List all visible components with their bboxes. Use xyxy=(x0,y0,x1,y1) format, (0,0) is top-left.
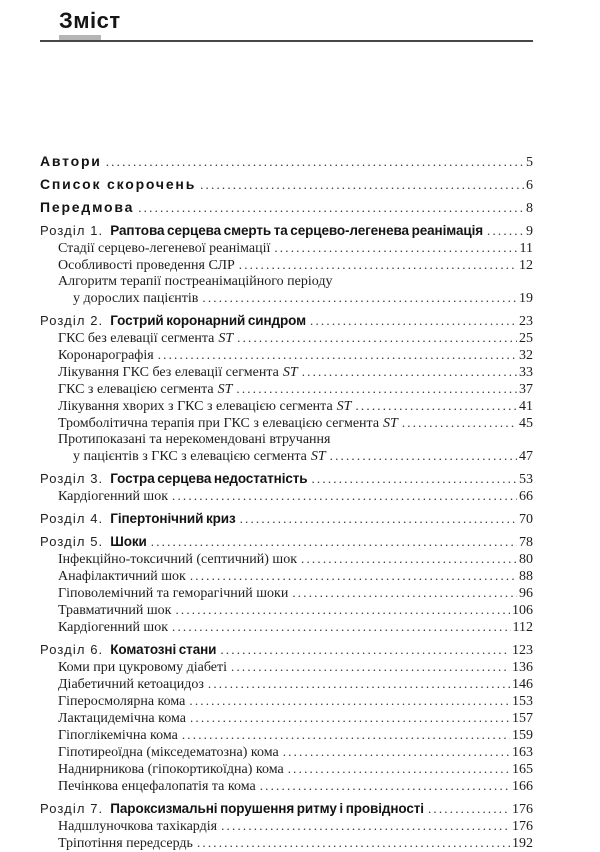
entry-label: Коми при цукровому діабеті xyxy=(58,660,227,675)
dot-leader xyxy=(221,818,510,835)
toc-entry xyxy=(40,744,533,761)
page-number: 159 xyxy=(512,728,533,743)
entry-label: у дорослих пацієнтів xyxy=(73,291,199,306)
chapter-prefix: Розділ 4. xyxy=(40,511,104,526)
dot-leader xyxy=(301,551,517,568)
toc-entry xyxy=(40,568,533,585)
toc-chapter-entry xyxy=(40,222,533,240)
dot-leader xyxy=(274,240,517,257)
toc-entry xyxy=(40,659,533,676)
entry-label: Лікування ГКС без елевації сегмента xyxy=(58,365,279,380)
dot-leader xyxy=(172,619,510,636)
entry-label: Гіпотиреоїдна (мікседематозна) кома xyxy=(58,745,279,760)
dot-leader xyxy=(231,659,510,676)
dot-leader xyxy=(190,710,510,727)
entry-label: Гіповолемічний та геморагічний шоки xyxy=(58,586,289,601)
page-number: 112 xyxy=(512,620,533,635)
entry-label: Автори xyxy=(40,153,102,169)
entry-label: Надшлуночкова тахікардія xyxy=(58,819,218,834)
dot-leader xyxy=(236,381,517,398)
toc-entry xyxy=(40,693,533,710)
toc-entry xyxy=(40,710,533,727)
entry-label: Гостра серцева недостатність xyxy=(110,471,308,486)
page-number: 33 xyxy=(519,365,533,380)
toc-entry xyxy=(40,432,533,448)
dot-leader xyxy=(158,347,517,364)
page-number: 176 xyxy=(512,819,533,834)
page-number: 123 xyxy=(512,643,533,658)
toc-entry xyxy=(40,818,533,835)
toc-entry xyxy=(40,347,533,364)
toc-entry xyxy=(40,290,533,307)
entry-label-italic: ST xyxy=(282,365,298,380)
toc-entry xyxy=(40,176,533,194)
entry-label: Раптова серцева смерть та серцево-легенева реанімація xyxy=(110,223,484,238)
entry-label: Анафілактичний шок xyxy=(58,569,186,584)
page-number: 12 xyxy=(519,258,533,273)
page-number: 96 xyxy=(519,586,533,601)
toc-entry xyxy=(40,257,533,274)
chapter-prefix: Розділ 7. xyxy=(40,801,104,816)
toc-entry xyxy=(40,727,533,744)
dot-leader xyxy=(220,641,510,659)
page-number: 192 xyxy=(512,836,533,851)
page-number: 23 xyxy=(519,314,533,329)
dot-leader xyxy=(202,290,517,307)
entry-label: Коматозні стани xyxy=(110,642,217,657)
entry-label: Гіперосмолярна кома xyxy=(58,694,186,709)
entry-label: у пацієнтів з ГКС з елевацією сегмента xyxy=(73,449,307,464)
entry-label: Тріпотіння передсердь xyxy=(58,836,193,851)
toc-entry xyxy=(40,364,533,381)
entry-label: Пароксизмальні порушення ритму і провідності xyxy=(110,801,424,816)
toc-entry xyxy=(40,398,533,415)
page-number: 153 xyxy=(512,694,533,709)
toc-entry xyxy=(40,761,533,778)
entry-label: Стадії серцево-легеневої реанімації xyxy=(58,241,271,256)
page-number: 70 xyxy=(519,512,533,527)
dot-leader xyxy=(239,257,517,274)
entry-label: Тромболітична терапія при ГКС з елевацією сегмента xyxy=(58,416,380,431)
toc-entry xyxy=(40,240,533,257)
title-rule-accent xyxy=(59,35,101,40)
entry-label: Гіпертонічний криз xyxy=(110,511,236,526)
dot-leader xyxy=(197,835,510,852)
dot-leader xyxy=(237,330,517,347)
entry-label: Інфекційно-токсичний (септичний) шок xyxy=(58,552,298,567)
entry-label: Шоки xyxy=(110,534,147,549)
dot-leader xyxy=(355,398,517,415)
page-number: 163 xyxy=(512,745,533,760)
toc-entry xyxy=(40,199,533,217)
toc-entry xyxy=(40,585,533,602)
dot-leader xyxy=(283,744,510,761)
chapter-prefix: Розділ 3. xyxy=(40,471,104,486)
toc-entry xyxy=(40,602,533,619)
entry-label: Передмова xyxy=(40,199,135,215)
chapter-prefix: Розділ 6. xyxy=(40,642,104,657)
entry-label: Лікування хворих з ГКС з елевацією сегмента xyxy=(58,399,333,414)
chapter-prefix: Розділ 5. xyxy=(40,534,104,549)
page-number: 47 xyxy=(519,449,533,464)
entry-label: Коронарографія xyxy=(58,348,154,363)
toc-entry xyxy=(40,835,533,852)
page-number: 8 xyxy=(526,201,533,216)
toc-entry xyxy=(40,274,533,290)
page-number: 78 xyxy=(519,535,533,550)
page-header xyxy=(40,9,533,42)
toc-entry xyxy=(40,381,533,398)
dot-leader xyxy=(260,778,510,795)
page-number: 66 xyxy=(519,489,533,504)
toc-entry xyxy=(40,448,533,465)
entry-label-italic: ST xyxy=(310,449,326,464)
page-title: Зміст xyxy=(59,8,121,33)
entry-label: Алгоритм терапії постреанімаційного періоду xyxy=(58,274,333,289)
dot-leader xyxy=(172,488,517,505)
page-number: 11 xyxy=(519,241,533,256)
page-number: 37 xyxy=(519,382,533,397)
dot-leader xyxy=(189,693,510,710)
entry-label: ГКС без елевації сегмента xyxy=(58,331,215,346)
dot-leader xyxy=(175,602,510,619)
entry-label-italic: ST xyxy=(383,416,398,431)
toc-entry xyxy=(40,551,533,568)
entry-label-italic: ST xyxy=(336,399,352,414)
chapter-prefix: Розділ 2. xyxy=(40,313,104,328)
toc-chapter-entry xyxy=(40,510,533,528)
toc-entry xyxy=(40,619,533,636)
dot-leader xyxy=(200,176,524,194)
page-number: 45 xyxy=(519,416,533,431)
page-number: 53 xyxy=(519,472,533,487)
page-number: 41 xyxy=(519,399,533,414)
entry-label: Кардіогенний шок xyxy=(58,620,169,635)
toc-list xyxy=(40,153,533,852)
page-number: 166 xyxy=(512,779,533,794)
entry-label: Список скорочень xyxy=(40,176,197,192)
dot-leader xyxy=(428,800,510,818)
page-number: 146 xyxy=(512,677,533,692)
toc-entry xyxy=(40,488,533,505)
toc-entry xyxy=(40,330,533,347)
toc-chapter-entry xyxy=(40,470,533,488)
entry-label: Травматичний шок xyxy=(58,603,172,618)
toc-entry xyxy=(40,153,533,171)
page-number: 9 xyxy=(526,224,533,239)
dot-leader xyxy=(208,676,510,693)
title-rule xyxy=(40,35,533,42)
entry-label: Протипоказані та нерекомендовані втручання xyxy=(58,432,331,447)
toc-chapter-entry xyxy=(40,312,533,330)
entry-label: ГКС з елевацією сегмента xyxy=(58,382,214,397)
toc-chapter-entry xyxy=(40,641,533,659)
page-number: 32 xyxy=(519,348,533,363)
toc-entry xyxy=(40,676,533,693)
page-number: 5 xyxy=(526,155,533,170)
dot-leader xyxy=(106,153,524,171)
page-number: 165 xyxy=(512,762,533,777)
entry-label: Наднирникова (гіпокортикоїдна) кома xyxy=(58,762,284,777)
page-number: 6 xyxy=(526,178,533,193)
page-number: 25 xyxy=(519,331,533,346)
dot-leader xyxy=(310,312,517,330)
dot-leader xyxy=(288,761,510,778)
dot-leader xyxy=(292,585,517,602)
entry-label-italic: ST xyxy=(218,331,234,346)
dot-leader xyxy=(240,510,517,528)
entry-label: Гострий коронарний синдром xyxy=(110,313,307,328)
toc-entry xyxy=(40,415,533,432)
page-number: 157 xyxy=(512,711,533,726)
dot-leader xyxy=(487,222,524,240)
dot-leader xyxy=(182,727,510,744)
dot-leader xyxy=(311,470,517,488)
page-number: 106 xyxy=(512,603,533,618)
page-number: 176 xyxy=(512,802,533,817)
page-number: 80 xyxy=(519,552,533,567)
entry-label: Печінкова енцефалопатія та кома xyxy=(58,779,256,794)
page-number: 136 xyxy=(512,660,533,675)
entry-label-italic: ST xyxy=(217,382,233,397)
dot-leader xyxy=(330,448,517,465)
dot-leader xyxy=(138,199,524,217)
entry-label: Особливості проведення СЛР xyxy=(58,258,235,273)
chapter-prefix: Розділ 1. xyxy=(40,223,104,238)
dot-leader xyxy=(302,364,517,381)
page-number: 19 xyxy=(519,291,533,306)
dot-leader xyxy=(151,533,517,551)
entry-label: Лактацидемічна кома xyxy=(58,711,186,726)
dot-leader xyxy=(402,415,517,432)
entry-label: Гіпоглікемічна кома xyxy=(58,728,178,743)
entry-label: Діабетичний кетоацидоз xyxy=(58,677,204,692)
page-number: 88 xyxy=(519,569,533,584)
toc-entry xyxy=(40,778,533,795)
dot-leader xyxy=(190,568,517,585)
toc-chapter-entry xyxy=(40,800,533,818)
entry-label: Кардіогенний шок xyxy=(58,489,169,504)
toc-chapter-entry xyxy=(40,533,533,551)
